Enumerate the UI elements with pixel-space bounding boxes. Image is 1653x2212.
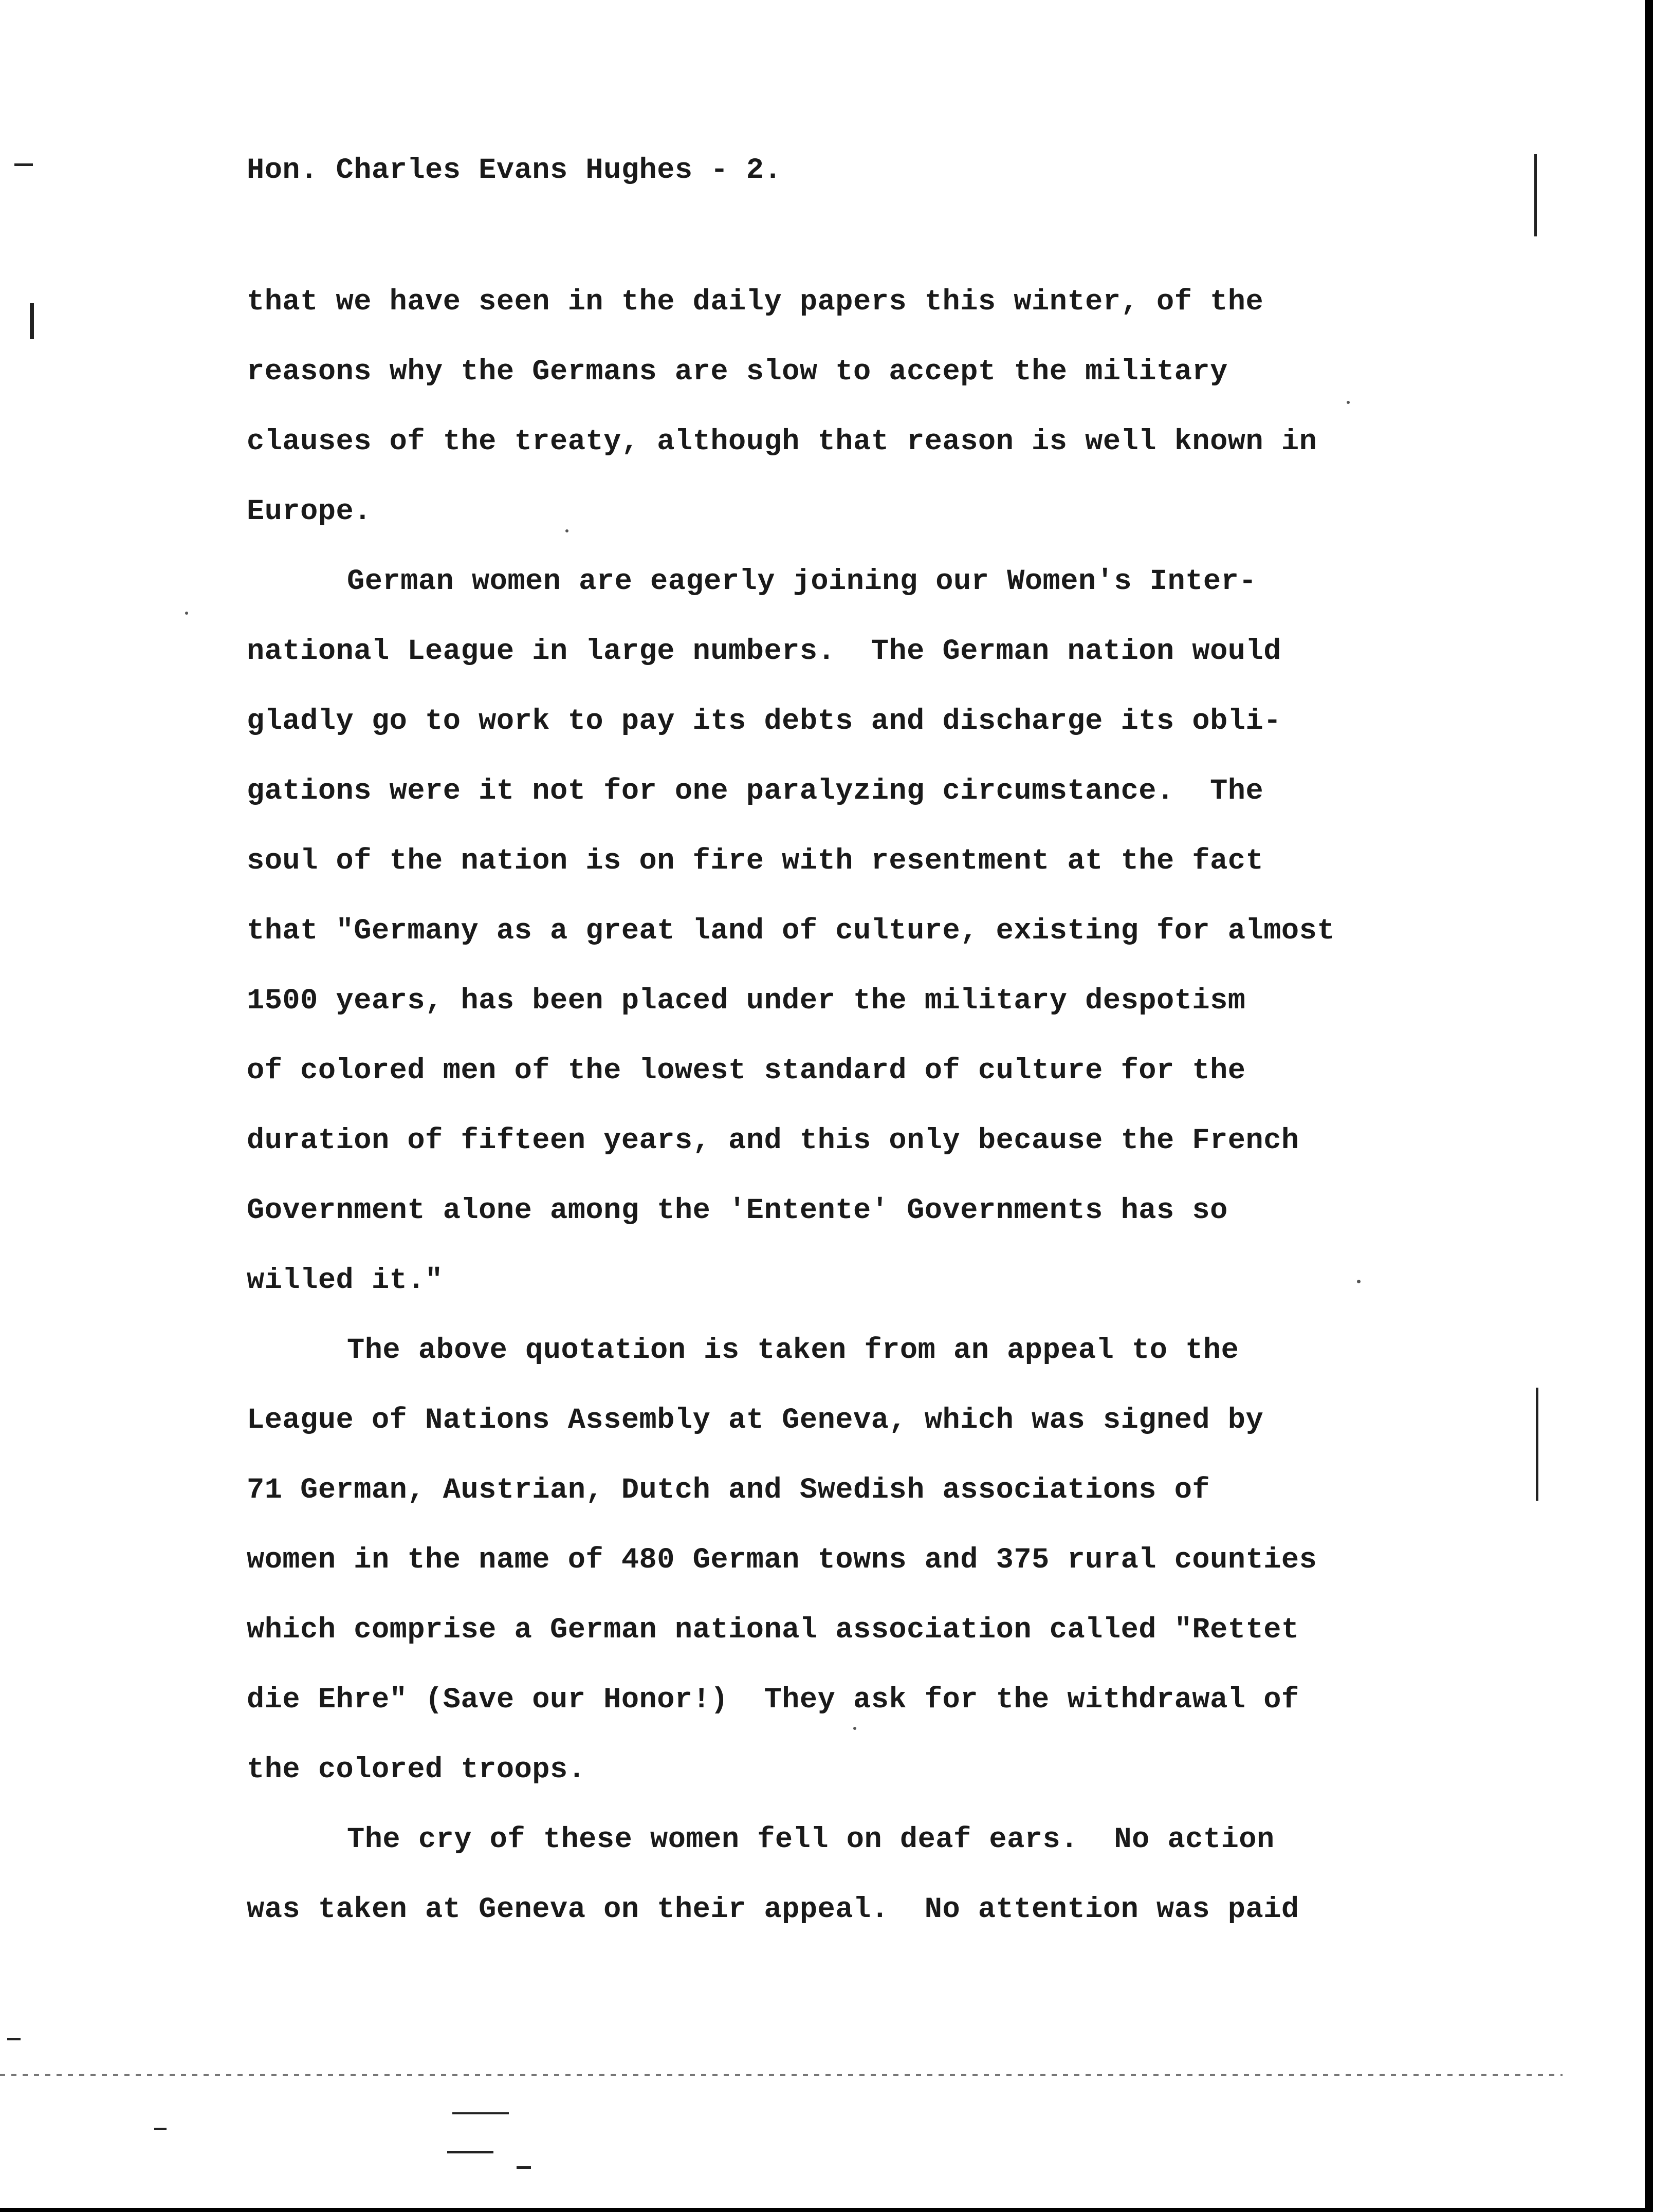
scan-speck [1357, 1280, 1361, 1283]
text-line: German women are eagerly joining our Women's Inter- [347, 565, 1257, 598]
text-line: The cry of these women fell on deaf ears. No action [347, 1823, 1275, 1856]
text-line: reasons why the Germans are slow to accept the military [247, 356, 1228, 389]
text-line: of colored men of the lowest standard of culture for the [247, 1055, 1246, 1087]
scan-mark-left-top [14, 163, 33, 166]
paragraph-1 [247, 267, 1470, 547]
scan-mark-left-bottom [7, 2038, 21, 2040]
text-line: soul of the nation is on fire with resentment at the fact [247, 845, 1264, 878]
text-line: 71 German, Austrian, Dutch and Swedish associations of [247, 1474, 1210, 1507]
text-line: the colored troops. [247, 1754, 586, 1786]
scan-speck [1347, 401, 1350, 404]
text-line: gations were it not for one paralyzing circumstance. The [247, 775, 1264, 808]
paragraph-2 [247, 547, 1470, 1316]
text-line: Europe. [247, 495, 372, 528]
text-line: gladly go to work to pay its debts and discharge its obli- [247, 705, 1281, 738]
scan-bottom-line [0, 2074, 1563, 2076]
text-line: was taken at Geneva on their appeal. No attention was paid [247, 1893, 1299, 1926]
scan-bottom-dash-4 [517, 2166, 531, 2169]
page-header: Hon. Charles Evans Hughes - 2. [247, 154, 782, 187]
text-line: die Ehre" (Save our Honor!) They ask for the withdrawal of [247, 1684, 1299, 1717]
text-line: that "Germany as a great land of culture, existing for almost [247, 915, 1335, 948]
scan-bottom-dash-1 [154, 2128, 167, 2130]
text-line: national League in large numbers. The German nation would [247, 635, 1281, 668]
scan-speck [185, 612, 188, 615]
text-line: duration of fifteen years, and this only because the French [247, 1125, 1299, 1157]
document-body [247, 267, 1470, 1945]
scan-speck [565, 529, 568, 532]
scan-bottom-dash-3 [447, 2151, 493, 2153]
text-line: The above quotation is taken from an appeal to the [347, 1334, 1239, 1367]
text-line: that we have seen in the daily papers this winter, of the [247, 286, 1264, 319]
scan-bottom-dash-2 [452, 2112, 509, 2114]
text-line: willed it." [247, 1264, 443, 1297]
text-line: women in the name of 480 German towns and 375 rural counties [247, 1544, 1317, 1577]
paragraph-4 [247, 1805, 1470, 1945]
scan-speck [853, 1727, 856, 1730]
text-line: Government alone among the 'Entente' Governments has so [247, 1194, 1228, 1227]
scan-mark-right-edge [1534, 154, 1537, 236]
text-line: League of Nations Assembly at Geneva, which was signed by [247, 1404, 1264, 1437]
paragraph-3 [247, 1316, 1470, 1805]
scan-mark-left-speck [30, 303, 34, 339]
text-line: clauses of the treaty, although that reason is well known in [247, 426, 1317, 458]
text-line: which comprise a German national association called "Rettet [247, 1614, 1299, 1647]
scan-mark-right-edge-2 [1536, 1388, 1538, 1501]
text-line: 1500 years, has been placed under the military despotism [247, 985, 1246, 1018]
